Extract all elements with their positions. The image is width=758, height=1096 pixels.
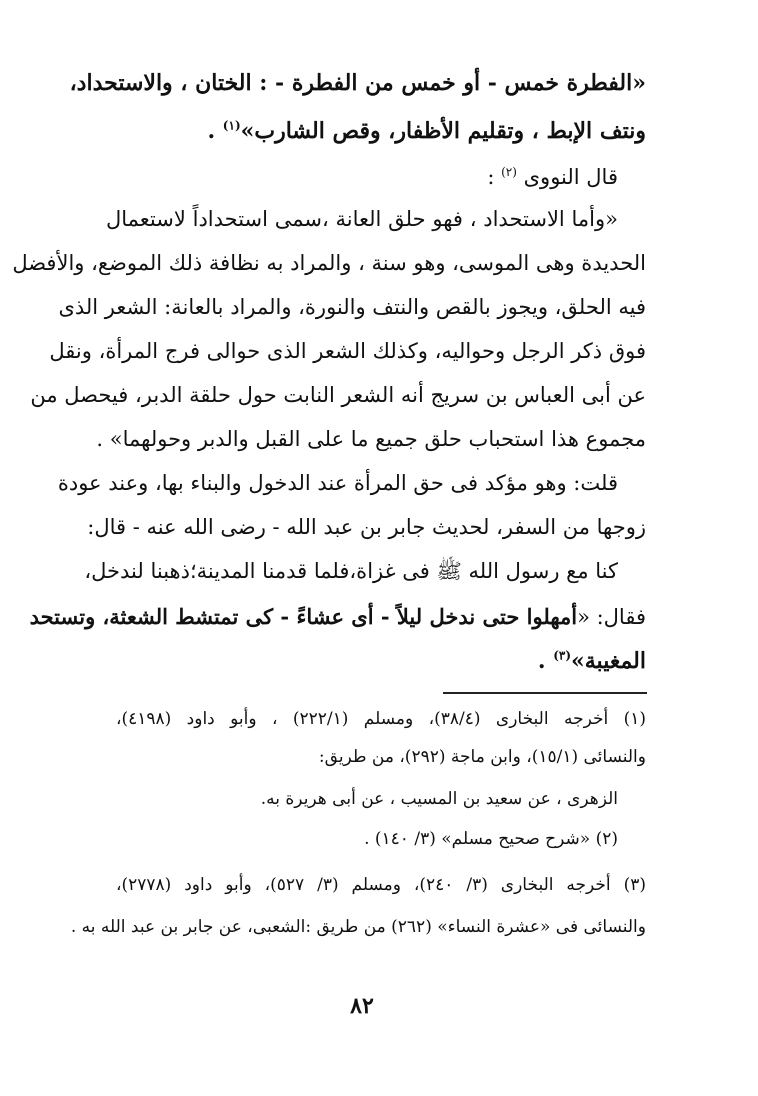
body-line-13: فقال: «أمهلوا حتى ندخل ليلاً - أى عشاءً - كى تمتشط الشعثة، وتستحد	[29, 604, 646, 629]
page-number: ٨٢	[350, 993, 374, 1019]
footnote-line-1: (١) أخرجه البخارى (٣٨/٤)، ومسلم (٢٢٢/١) ، وأبو داود (٤١٩٨)،	[116, 709, 647, 729]
footnote-line-2: والنسائى (١٥/١)، وابن ماجة (٢٩٢)، من طريق:	[318, 747, 646, 767]
body-line-3: قال النووى $^{(٢)}$ :	[487, 165, 618, 189]
footnote-ref-3: (٣)	[553, 648, 572, 663]
body-line-4: «وأما الاستحداد ، فهو حلق العانة ،سمى استحداداً لاستعمال	[106, 207, 618, 231]
footnote-line-5: (٣) أخرجه البخارى (٣/ ٢٤٠)، ومسلم (٣/ ٥٢٧)، وأبو داود (٢٧٧٨)،	[116, 875, 647, 895]
footnote-ref-1: (١)	[222, 118, 241, 133]
body-line-12: كنا مع رسول الله ﷺ فى غزاة،فلما قدمنا المدينة؛ذهبنا لندخل،	[84, 559, 618, 583]
body-line-11: زوجها من السفر، لحديث جابر بن عبد الله - رضى الله عنه - قال:	[87, 515, 646, 539]
body-line-8: عن أبى العباس بن سريج أنه الشعر النابت حول حلقة الدبر، فيحصل من	[30, 383, 646, 407]
footnote-ref-2: (٢)	[501, 165, 517, 179]
body-line-2: ونتف الإبط ، وتقليم الأظفار، وقص الشارب»$^{(١)}$ .	[207, 118, 646, 144]
body-line-5: الحديدة وهى الموسى، وهو سنة ، والمراد به نظافة ذلك الموضع، والأفضل	[12, 251, 646, 275]
body-line-7: فوق ذكر الرجل وحواليه، وكذلك الشعر الذى حوالى فرج المرأة، ونقل	[49, 339, 646, 363]
body-line-6: فيه الحلق، ويجوز بالقص والنتف والنورة، والمراد بالعانة: الشعر الذى	[58, 295, 646, 319]
body-line-1: «الفطرة خمس - أو خمس من الفطرة - : الختان ، والاستحداد،	[69, 70, 646, 96]
footnote-line-4: (٢) «شرح صحيح مسلم» (٣/ ١٤٠) .	[364, 829, 618, 849]
footnote-separator	[443, 692, 647, 694]
body-line-10: قلت: وهو مؤكد فى حق المرأة عند الدخول والبناء بها، وعند عودة	[57, 471, 618, 495]
body-line-14: المغيبة»$^{(٣)}$ .	[537, 648, 646, 674]
footnote-line-3: الزهرى ، عن سعيد بن المسيب ، عن أبى هريرة به.	[260, 789, 618, 809]
body-line-9: مجموع هذا استحباب حلق جميع ما على القبل والدبر وحولهما» .	[96, 427, 646, 451]
footnote-line-6: والنسائى فى «عشرة النساء» (٢٦٢) من طريق :الشعبى، عن جابر بن عبد الله به .	[70, 917, 646, 937]
